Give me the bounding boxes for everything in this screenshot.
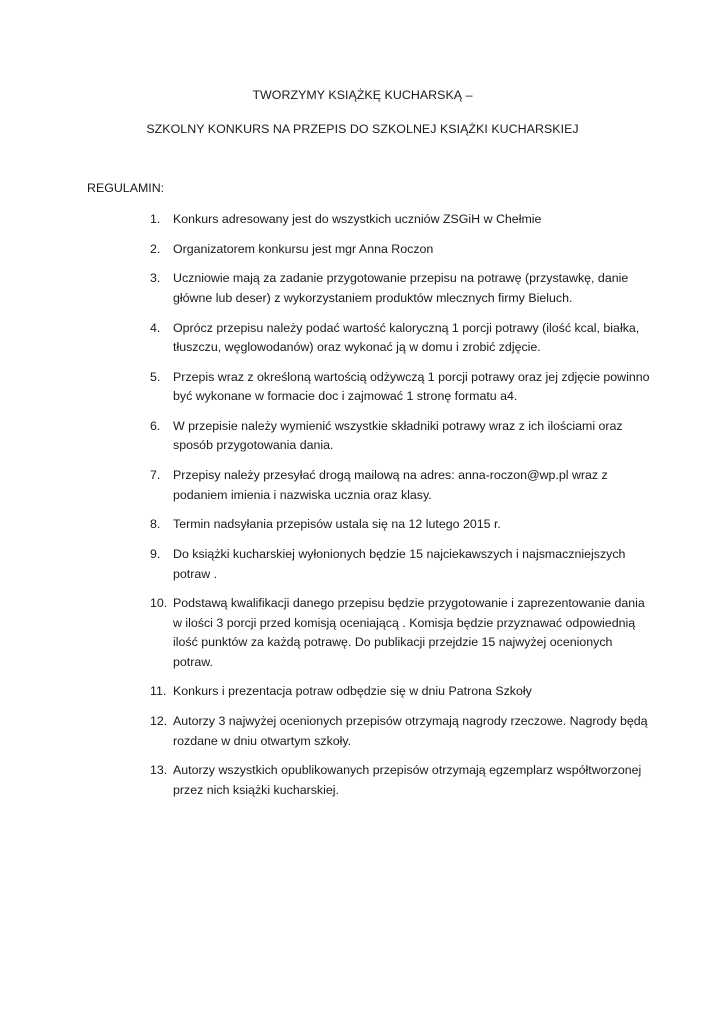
rule-item — [0, 240, 725, 260]
rule-item — [0, 515, 725, 535]
rule-item — [0, 417, 725, 456]
rule-text: Autorzy 3 najwyżej ocenionych przepisów otrzymają nagrody rzeczowe. Nagrody będą rozdane w dniu otwartym szkoły. — [173, 714, 648, 748]
rule-number: 4. — [150, 320, 161, 335]
rule-item — [0, 594, 725, 672]
rule-number: 13. — [150, 763, 168, 778]
rule-item — [0, 545, 725, 584]
rule-number: 12. — [150, 714, 168, 729]
rule-item — [0, 682, 725, 702]
rule-text: Konkurs i prezentacja potraw odbędzie się w dniu Patrona Szkoły — [173, 684, 532, 699]
document-title-line-2: SZKOLNY KONKURS NA PRZEPIS DO SZKOLNEJ KSIĄŻKI KUCHARSKIEJ — [146, 122, 579, 136]
rule-item — [0, 319, 725, 358]
rule-text: Oprócz przepisu należy podać wartość kaloryczną 1 porcji potrawy (ilość kcal, białka, tłuszczu, węglowodanów) oraz wykonać ją w domu i zrobić zdjęcie. — [173, 320, 640, 355]
rule-text: Uczniowie mają za zadanie przygotowanie przepisu na potrawę (przystawkę, danie główne lub deser) z wykorzystaniem produktów mlecznych firmy Bieluch. — [173, 271, 629, 305]
rule-item — [0, 712, 725, 751]
rule-text: Przepis wraz z określoną wartością odżywczą 1 porcji potrawy oraz jej zdjęcie powinno być wykonane w formacie doc i zajmować 1 stronę formatu a4. — [173, 369, 650, 404]
rule-text: W przepisie należy wymienić wszystkie składniki potrawy wraz z ich ilościami oraz sposób przygotowania dania. — [173, 418, 623, 453]
rule-text: Do książki kucharskiej wyłonionych będzie 15 najciekawszych i najsmaczniejszych potraw . — [173, 547, 626, 581]
document-title-line-1: TWORZYMY KSIĄŻKĘ KUCHARSKĄ – — [252, 88, 473, 102]
rule-number: 2. — [150, 241, 161, 256]
rule-item — [0, 269, 725, 308]
rule-text: Konkurs adresowany jest do wszystkich uczniów ZSGiH w Chełmie — [173, 212, 542, 226]
rules-list — [0, 210, 725, 810]
rule-text: Organizatorem konkursu jest mgr Anna Roczon — [173, 241, 434, 256]
rule-item — [0, 466, 725, 505]
rule-number: 3. — [150, 271, 161, 286]
rule-number: 5. — [150, 369, 161, 384]
rule-number: 10. — [150, 596, 168, 611]
rule-number: 9. — [150, 547, 161, 561]
rule-text: Podstawą kwalifikacji danego przepisu będzie przygotowanie i zaprezentowanie dania w ilości 3 porcji przed komisją oceniającą . Komisja będzie przyznawać odpowiednią ilość punktów za każdą potrawę. Do publikacji przejdzie 15 najwyżej ocenionych potraw. — [173, 596, 645, 669]
section-heading: REGULAMIN: — [87, 181, 165, 195]
rule-number: 8. — [150, 517, 161, 532]
rule-number: 7. — [150, 468, 161, 483]
rule-text: Termin nadsyłania przepisów ustala się na 12 lutego 2015 r. — [173, 517, 501, 532]
rule-text: Autorzy wszystkich opublikowanych przepisów otrzymają egzemplarz współtworzonej przez nich książki kucharskiej. — [173, 763, 642, 797]
rule-item — [0, 368, 725, 407]
rule-number: 6. — [150, 418, 161, 433]
rule-number: 1. — [150, 212, 161, 226]
rule-item — [0, 210, 725, 230]
rule-number: 11. — [150, 684, 167, 699]
rule-text: Przepisy należy przesyłać drogą mailową na adres: anna-roczon@wp.pl wraz z podaniem imienia i nazwiska ucznia oraz klasy. — [173, 468, 608, 502]
rule-item — [0, 761, 725, 800]
